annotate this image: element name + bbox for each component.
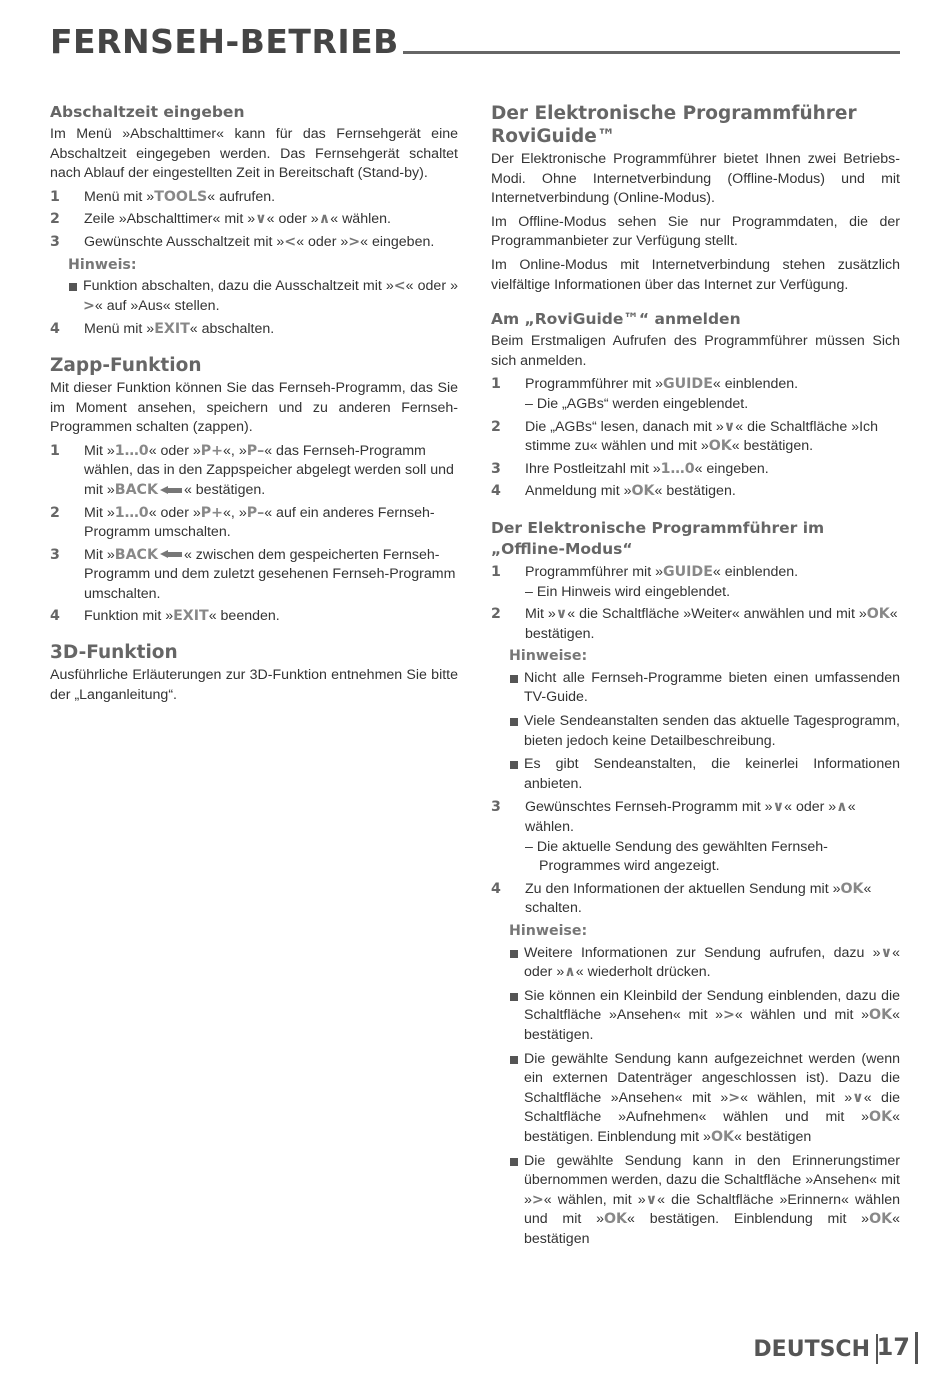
step-text: « beenden.: [208, 608, 280, 625]
note-bullet: [50, 277, 458, 316]
note-text: « oder »: [405, 278, 459, 295]
step-text: Ihre Postleitzahl mit »: [525, 460, 661, 477]
key-label: P–: [246, 504, 265, 521]
step-number: 4: [491, 483, 501, 500]
step-item: [50, 210, 458, 230]
step-number: 1: [491, 563, 501, 580]
step-text: Mit »: [84, 546, 115, 563]
page-title: FERNSEH-BETRIEB: [50, 22, 403, 62]
key-label: TOOLS: [154, 188, 208, 205]
step-item: [50, 320, 458, 340]
step-text: Die „AGBs“ lesen, danach mit »: [525, 418, 724, 435]
note-text: Viele Sendeanstalten senden das aktuelle Tagesprogramm, bieten jedoch keine Detailbeschreibung.: [524, 713, 900, 749]
key-label: BACK: [114, 546, 158, 563]
footer-edge-bar: [915, 1332, 918, 1364]
back-arrow-icon: [160, 486, 182, 495]
chevron-up-icon: ∧: [836, 799, 848, 816]
paragraph: Ausführliche Erläuterungen zur 3D-Funktion entnehmen Sie bitte der „Langanleitung“.: [50, 667, 458, 703]
step-text: Zu den Informationen der aktuellen Sendung mit »: [525, 880, 841, 897]
chevron-right-icon: >: [83, 297, 95, 314]
step-text: « eingeben.: [694, 460, 769, 477]
chevron-up-icon: ∧: [318, 211, 331, 228]
paragraph: Mit dieser Funktion können Sie das Fernseh-Programm, das Sie im Moment ansehen, speichern und zu anderen Fernseh-Programmen schalten (zappen).: [50, 379, 458, 436]
step-text: Mit »: [525, 606, 556, 623]
left-column: [50, 102, 458, 709]
bullet-square-icon: [510, 675, 518, 683]
bullet-square-icon: [510, 761, 518, 769]
step-text: Anmeldung mit »: [525, 483, 632, 500]
note-heading: Hinweise:: [509, 648, 588, 665]
note-bullet: [491, 1152, 900, 1250]
key-label: BACK: [114, 481, 158, 498]
bullet-square-icon: [69, 283, 77, 291]
step-text: Mit »: [84, 504, 115, 521]
paragraph: Im Menü »Abschalttimer« kann für das Fernsehgerät eine Abschaltzeit eingegeben werden. Das Fernsehgerät schaltet nach Ablauf der eingestellten Zeit in Bereitschaft (Stand-by).: [50, 126, 458, 182]
bullet-square-icon: [510, 718, 518, 726]
page-header: [50, 22, 900, 62]
chevron-down-icon: ∨: [645, 1191, 658, 1208]
chevron-down-icon: ∨: [255, 211, 267, 228]
key-label: P+: [200, 504, 224, 521]
step-number: 1: [50, 442, 60, 459]
step-number: 2: [50, 211, 60, 228]
key-label: 1…0: [114, 442, 149, 459]
step-text: Zeile »Abschalttimer« mit »: [84, 211, 256, 228]
section-heading: Zapp-Funktion: [50, 354, 202, 376]
key-label: 1…0: [660, 460, 695, 477]
step-number: 3: [491, 460, 501, 477]
step-subtext: – Die aktuelle Sendung des gewählten Fernseh-Programmes wird angezeigt.: [525, 838, 828, 875]
step-text: « oder »: [148, 442, 201, 459]
step-text: « bestätigen.: [731, 438, 814, 455]
step-text: « bestätigen.: [654, 483, 736, 500]
step-text: « eingeben.: [360, 233, 435, 250]
key-label: EXIT: [154, 321, 190, 338]
key-label: OK: [869, 1007, 893, 1024]
note-text: « wählen und mit »: [734, 1007, 870, 1024]
key-label: P+: [200, 442, 224, 459]
step-number: 4: [50, 321, 60, 338]
section-login: [491, 309, 900, 502]
page-number: 17: [876, 1333, 910, 1361]
step-text: « oder »: [784, 799, 837, 816]
step-item: [491, 418, 900, 457]
step-item: [50, 233, 458, 253]
note-text: « wiederholt drücken.: [575, 964, 711, 981]
step-text: « die Schaltfläche »Weiter« anwählen und mit »: [567, 606, 867, 623]
step-item: [491, 563, 900, 602]
key-label: GUIDE: [662, 376, 713, 393]
section-epg: [491, 102, 900, 295]
note-text: « bestätigen: [524, 1211, 901, 1247]
step-number: 1: [50, 188, 60, 205]
note-text: « oder »: [524, 944, 900, 981]
note-bullet: [491, 669, 900, 708]
chevron-right-icon: >: [348, 233, 361, 250]
key-label: OK: [710, 1128, 734, 1145]
step-text: « die Schaltfläche »Ich stimme zu« wählen und mit »: [525, 418, 879, 455]
step-text: Menü mit »: [84, 188, 155, 205]
step-text: « oder »: [266, 211, 319, 228]
step-number: 3: [50, 546, 60, 563]
note-text: Nicht alle Fernseh-Programme bieten einen umfassenden TV-Guide.: [524, 669, 900, 706]
step-text: « bestätigen.: [183, 481, 266, 498]
step-item: [491, 798, 900, 876]
key-label: OK: [631, 483, 655, 500]
chevron-down-icon: ∨: [852, 1089, 864, 1106]
bullet-square-icon: [510, 1056, 518, 1064]
chevron-right-icon: >: [728, 1089, 741, 1106]
step-item: [50, 188, 458, 208]
step-text: « einblenden.: [712, 376, 799, 393]
step-subtext: – Ein Hinweis wird eingeblendet.: [525, 583, 731, 600]
section-3d: [50, 641, 458, 705]
note-bullet: [491, 944, 900, 983]
step-number: 4: [50, 608, 60, 625]
chevron-down-icon: ∨: [772, 799, 785, 816]
note-bullet: [491, 987, 900, 1046]
note-text: Weitere Informationen zur Sendung aufrufen, dazu »: [524, 944, 881, 961]
section-abschaltzeit: [50, 102, 458, 340]
step-text: « wählen.: [330, 211, 391, 228]
step-text: Gewünschtes Fernseh-Programm mit »: [525, 799, 773, 816]
bullet-square-icon: [510, 993, 518, 1001]
key-label: OK: [869, 1211, 893, 1228]
step-text: «, »: [223, 504, 247, 521]
step-number: 2: [50, 504, 60, 521]
step-text: « zwischen dem gespeicherten Fernseh-Programm und dem zuletzt gesehenen Fernseh-Programm umschalten.: [84, 546, 456, 602]
key-label: GUIDE: [662, 563, 713, 580]
note-text: « die Schaltfläche »Erinnern« wählen und mit »: [524, 1191, 900, 1228]
step-text: « schalten.: [525, 880, 872, 917]
paragraph: Der Elektronische Programmführer bietet Ihnen zwei Betriebs-Modi. Ohne Internetverbindung (Offline-Modus) und mit Internetverbindung (Online-Modus).: [491, 151, 900, 207]
right-column: [491, 102, 900, 1254]
note-text: « auf »Aus« stellen.: [94, 297, 220, 314]
step-number: 2: [491, 606, 501, 623]
step-number: 1: [491, 376, 501, 393]
key-label: OK: [869, 1109, 893, 1126]
note-text: Sie können ein Kleinbild der Sendung einblenden, dazu die Schaltfläche »Ansehen« mit »: [524, 987, 900, 1024]
chevron-down-icon: ∨: [555, 606, 568, 623]
step-text: « oder »: [148, 504, 201, 521]
step-text: « wählen.: [525, 799, 856, 836]
bullet-square-icon: [510, 1158, 518, 1166]
note-text: « bestätigen. Einblendung mit »: [627, 1211, 870, 1228]
paragraph: Im Offline-Modus sehen Sie nur Programmdaten, die der Programmanbieter zur Verfügung stellt.: [491, 213, 900, 250]
step-text: Programmführer mit »: [525, 376, 663, 393]
step-text: Programmführer mit »: [525, 563, 663, 580]
chevron-right-icon: >: [531, 1191, 544, 1208]
step-item: [491, 375, 900, 414]
key-label: EXIT: [173, 608, 209, 625]
step-text: « bestätigen.: [525, 606, 898, 642]
note-text: Die gewählte Sendung kann aufgezeichnet werden (wenn ein externen Datenträger angeschlossen ist). Dazu die Schaltfläche »Ansehen« mit »: [524, 1050, 900, 1106]
key-label: OK: [708, 438, 732, 455]
section-heading: Der Elektronische Programmführer im „Offline-Modus“: [491, 518, 825, 558]
section-heading: Der Elektronische Programmführer RoviGuide™: [491, 103, 857, 147]
key-label: OK: [603, 1211, 628, 1228]
key-label: 1…0: [114, 504, 149, 521]
note-bullet: [491, 755, 900, 794]
step-text: Mit »: [84, 442, 115, 459]
step-text: «, »: [223, 442, 247, 459]
chevron-left-icon: <: [284, 233, 297, 250]
note-text: Es gibt Sendeanstalten, die keinerlei Informationen anbieten.: [524, 756, 900, 792]
step-text: « auf ein anderes Fernseh-Programm umschalten.: [84, 504, 435, 541]
step-text: « das Fernseh-Programm wählen, das in den Zappspeicher abgelegt werden soll und mit »: [84, 442, 454, 498]
step-item: [50, 442, 458, 501]
step-item: [491, 880, 900, 919]
note-text: Funktion abschalten, dazu die Ausschaltzeit mit »: [83, 278, 394, 295]
note-text: « die Schaltfläche »Aufnehmen« wählen und mit »: [524, 1089, 900, 1126]
back-arrow-icon: [160, 550, 182, 559]
note-heading: Hinweis:: [68, 256, 137, 273]
chevron-up-icon: ∧: [564, 964, 576, 981]
key-label: OK: [866, 606, 890, 623]
note-heading: Hinweise:: [509, 923, 588, 939]
section-heading: 3D-Funktion: [50, 642, 178, 664]
section-offline: [491, 518, 900, 1250]
step-item: [491, 482, 900, 502]
chevron-left-icon: <: [393, 278, 406, 295]
step-text: « aufrufen.: [207, 188, 276, 205]
note-text: « wählen, mit »: [543, 1191, 646, 1208]
section-zapp: [50, 354, 458, 627]
note-text: « bestätigen: [734, 1128, 812, 1145]
step-text: « einblenden.: [712, 563, 799, 580]
step-number: 2: [491, 418, 501, 435]
step-item: [50, 546, 458, 605]
note-text: Die gewählte Sendung kann in den Erinnerungstimer übernommen werden, dazu die Schaltfläche »Ansehen« mit »: [524, 1152, 900, 1208]
step-number: 3: [50, 233, 60, 250]
step-text: Funktion mit »: [84, 608, 174, 625]
step-item: [491, 605, 900, 644]
note-bullet: [491, 1050, 900, 1148]
step-item: [50, 607, 458, 627]
bullet-square-icon: [510, 950, 518, 958]
paragraph: Im Online-Modus mit Internetverbindung stehen zusätzlich vielfältige Informationen über das Internet zur Verfügung.: [491, 256, 900, 293]
step-subtext: – Die „AGBs“ werden eingeblendet.: [525, 395, 749, 412]
step-item: [491, 460, 900, 480]
step-text: « abschalten.: [189, 321, 275, 338]
key-label: P–: [246, 442, 265, 459]
paragraph: Beim Erstmaligen Aufrufen des Programmführer müssen Sich sich anmelden.: [491, 333, 900, 369]
step-text: Gewünschte Ausschaltzeit mit »: [84, 233, 285, 250]
note-bullet: [491, 712, 900, 751]
key-label: OK: [840, 880, 864, 897]
section-heading: Abschaltzeit eingeben: [50, 103, 245, 121]
chevron-down-icon: ∨: [723, 418, 736, 435]
step-text: Menü mit »: [84, 321, 155, 338]
step-number: 4: [491, 880, 501, 897]
footer-language: DEUTSCH: [753, 1337, 870, 1362]
chevron-down-icon: ∨: [880, 944, 893, 961]
step-text: « oder »: [296, 233, 349, 250]
page-footer: [718, 1330, 918, 1364]
step-item: [50, 504, 458, 543]
step-number: 3: [491, 799, 501, 816]
note-text: « bestätigen.: [524, 1007, 900, 1043]
section-heading: Am „RoviGuide™“ anmelden: [491, 310, 741, 329]
note-text: « bestätigen. Einblendung mit »: [524, 1109, 900, 1145]
chevron-right-icon: >: [723, 1007, 735, 1024]
note-text: « wählen, mit »: [740, 1089, 853, 1106]
